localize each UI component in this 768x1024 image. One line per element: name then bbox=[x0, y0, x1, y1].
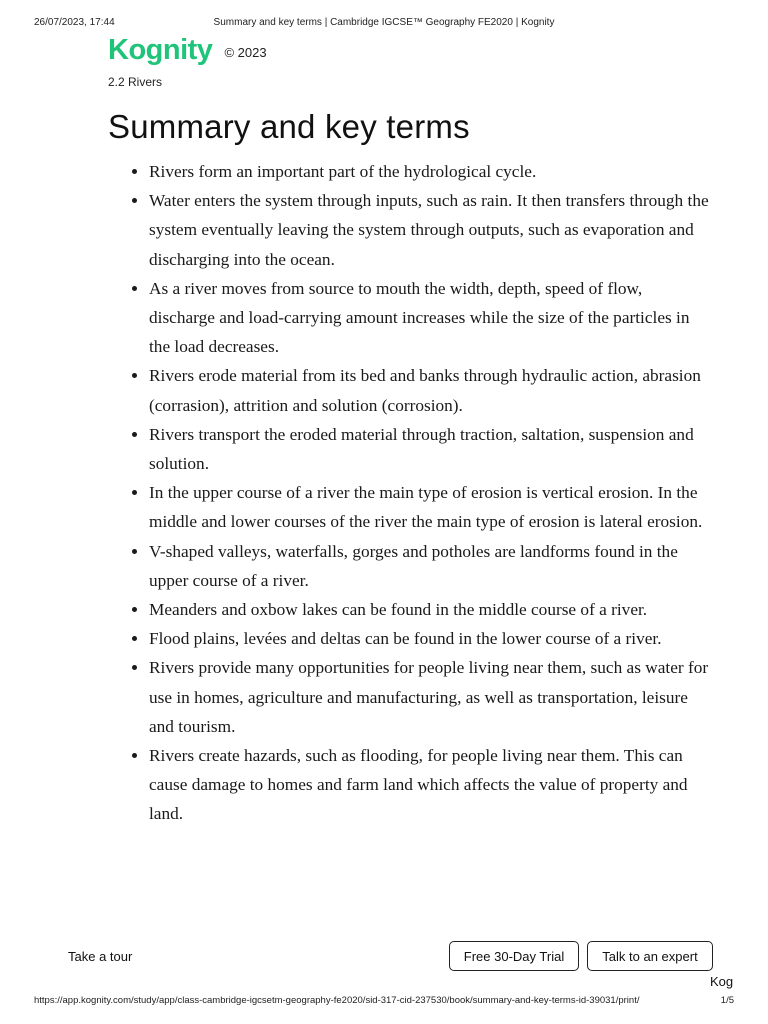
take-a-tour-link[interactable]: Take a tour bbox=[68, 949, 133, 964]
list-item: • Rivers form an important part of the hydrological cycle. bbox=[149, 157, 709, 186]
list-item: • Rivers erode material from its bed and banks through hydraulic action, abrasion (corrasion), attrition and solution (corrosion). bbox=[149, 361, 709, 419]
list-item: • As a river moves from source to mouth the width, depth, speed of flow, discharge and load-carrying amount increases while the size of the particles in the load decreases. bbox=[149, 274, 709, 362]
print-datetime: 26/07/2023, 17:44 bbox=[34, 17, 115, 28]
logo-fragment: Kog bbox=[710, 974, 734, 989]
print-document-title: Summary and key terms | Cambridge IGCSE™ Geography FE2020 | Kognity bbox=[213, 17, 555, 28]
print-url: https://app.kognity.com/study/app/class-cambridge-igcsetm-geography-fe2020/sid-317-cid-237530/book/summary-and-key-terms-id-39031/print/ bbox=[34, 995, 640, 1006]
page-number: 1/5 bbox=[720, 995, 734, 1006]
brand-header bbox=[108, 32, 267, 68]
page-title: Summary and key terms bbox=[108, 108, 470, 145]
talk-to-expert-button[interactable]: Talk to an expert bbox=[587, 941, 713, 971]
list-item: • Rivers provide many opportunities for people living near them, such as water for use in homes, agriculture and manufacturing, as well as transportation, leisure and tourism. bbox=[149, 653, 709, 741]
list-item: • Rivers create hazards, such as flooding, for people living near them. This can cause damage to homes and farm land which affects the value of property and land. bbox=[149, 741, 709, 829]
breadcrumb[interactable]: 2.2 Rivers bbox=[108, 75, 163, 89]
kognity-logo[interactable]: Kognity bbox=[108, 34, 213, 66]
free-trial-button[interactable]: Free 30-Day Trial bbox=[449, 941, 579, 971]
list-item: • In the upper course of a river the main type of erosion is vertical erosion. In the middle and lower courses of the river the main type of erosion is lateral erosion. bbox=[149, 478, 709, 536]
list-item: • V-shaped valleys, waterfalls, gorges and potholes are landforms found in the upper course of a river. bbox=[149, 537, 709, 595]
summary-list bbox=[108, 157, 709, 829]
list-item: • Flood plains, levées and deltas can be found in the lower course of a river. bbox=[149, 624, 709, 653]
list-item: • Water enters the system through inputs, such as rain. It then transfers through the system eventually leaving the system through outputs, such as evaporation and discharging into the ocean. bbox=[149, 186, 709, 274]
list-item: • Meanders and oxbow lakes can be found in the middle course of a river. bbox=[149, 595, 709, 624]
list-item: • Rivers transport the eroded material through traction, saltation, suspension and solution. bbox=[149, 420, 709, 478]
copyright-notice: © 2023 bbox=[224, 44, 267, 60]
cta-bar bbox=[0, 941, 768, 973]
